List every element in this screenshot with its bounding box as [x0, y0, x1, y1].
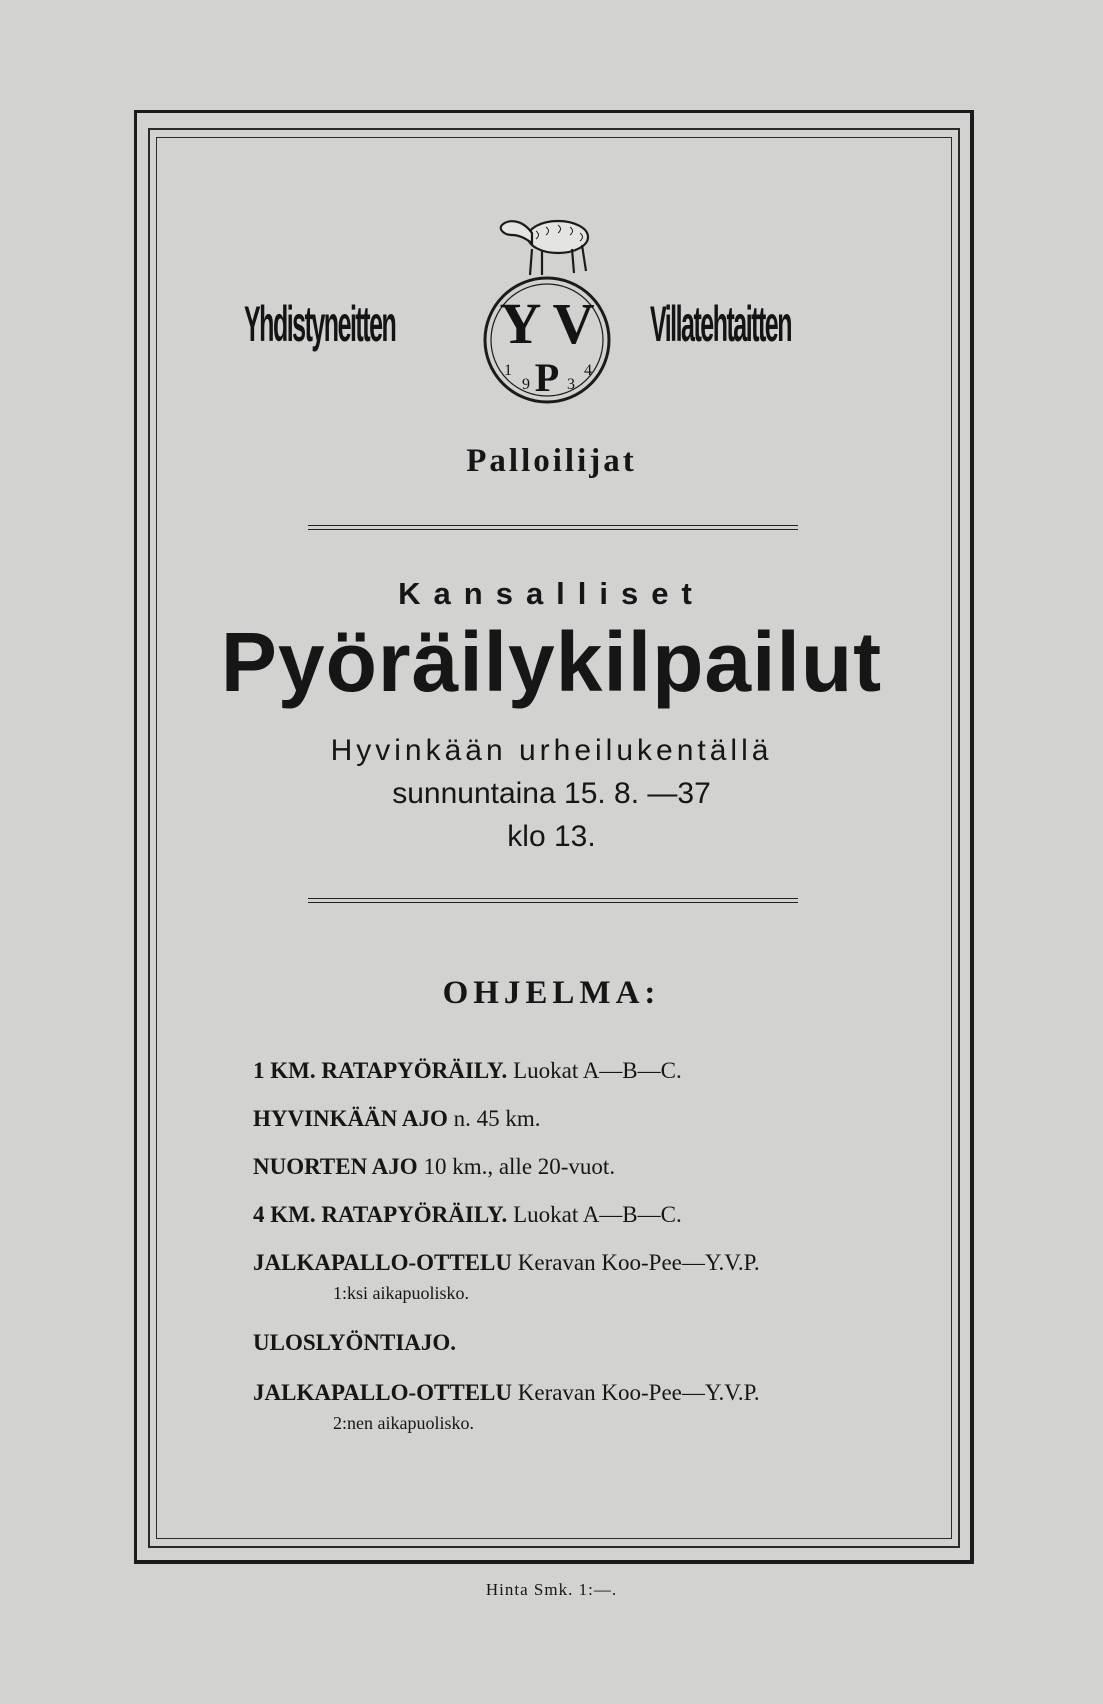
subtitle: Palloilijat: [466, 443, 637, 479]
event-time: klo 13.: [507, 820, 596, 853]
program-item-title: 1 KM. RATAPYÖRÄILY.: [253, 1058, 508, 1083]
sheep-emblem-icon: [472, 205, 622, 420]
program-item: [253, 1380, 760, 1406]
svg-text:P: P: [534, 355, 560, 400]
program-item-title: NUORTEN AJO: [253, 1154, 418, 1179]
svg-text:9: 9: [522, 376, 530, 393]
program-item-detail: Keravan Koo-Pee—Y.V.P.: [512, 1250, 760, 1275]
svg-text:3: 3: [567, 376, 575, 393]
price-label: Hinta Smk. 1:—.: [485, 1580, 618, 1599]
program-item: [253, 1106, 541, 1132]
divider-middle: [308, 898, 798, 906]
svg-text:1: 1: [504, 362, 512, 379]
divider-top: [308, 525, 798, 533]
event-title: Pyöräilykilpailut: [220, 615, 883, 709]
program-item: [253, 1154, 615, 1180]
program-item-detail: Luokat A—B—C.: [507, 1058, 682, 1083]
event-kicker: Kansalliset: [398, 576, 705, 611]
event-venue: Hyvinkään urheilukentällä: [330, 734, 773, 767]
program-item-detail: Keravan Koo-Pee—Y.V.P.: [512, 1380, 760, 1405]
program-item-note: 2:nen aikapuolisko.: [333, 1413, 474, 1433]
program-item: [253, 1202, 682, 1228]
program-item: [253, 1250, 760, 1276]
program-item: [253, 1330, 456, 1356]
program-item-title: JALKAPALLO-OTTELU: [253, 1380, 512, 1405]
svg-text:4: 4: [584, 362, 592, 379]
program-item: [253, 1058, 682, 1084]
program-item-title: ULOSLYÖNTIAJO.: [253, 1330, 457, 1355]
org-name-left: Yhdistyneitten: [244, 296, 396, 352]
logo-banner: [240, 205, 870, 420]
program-item-note: 1:ksi aikapuolisko.: [333, 1283, 469, 1303]
program-item-detail: n. 45 km.: [447, 1106, 541, 1131]
program-heading: OHJELMA:: [442, 975, 661, 1011]
event-date: sunnuntaina 15. 8. —37: [392, 777, 711, 810]
program-item-detail: 10 km., alle 20-vuot.: [417, 1154, 616, 1179]
program-item-detail: Luokat A—B—C.: [507, 1202, 682, 1227]
program-item-title: JALKAPALLO-OTTELU: [253, 1250, 512, 1275]
svg-text:Y V: Y V: [499, 291, 595, 356]
org-name-right: Villatehtaitten: [650, 296, 791, 352]
program-item-title: 4 KM. RATAPYÖRÄILY.: [253, 1202, 508, 1227]
program-item-title: HYVINKÄÄN AJO: [253, 1106, 448, 1131]
